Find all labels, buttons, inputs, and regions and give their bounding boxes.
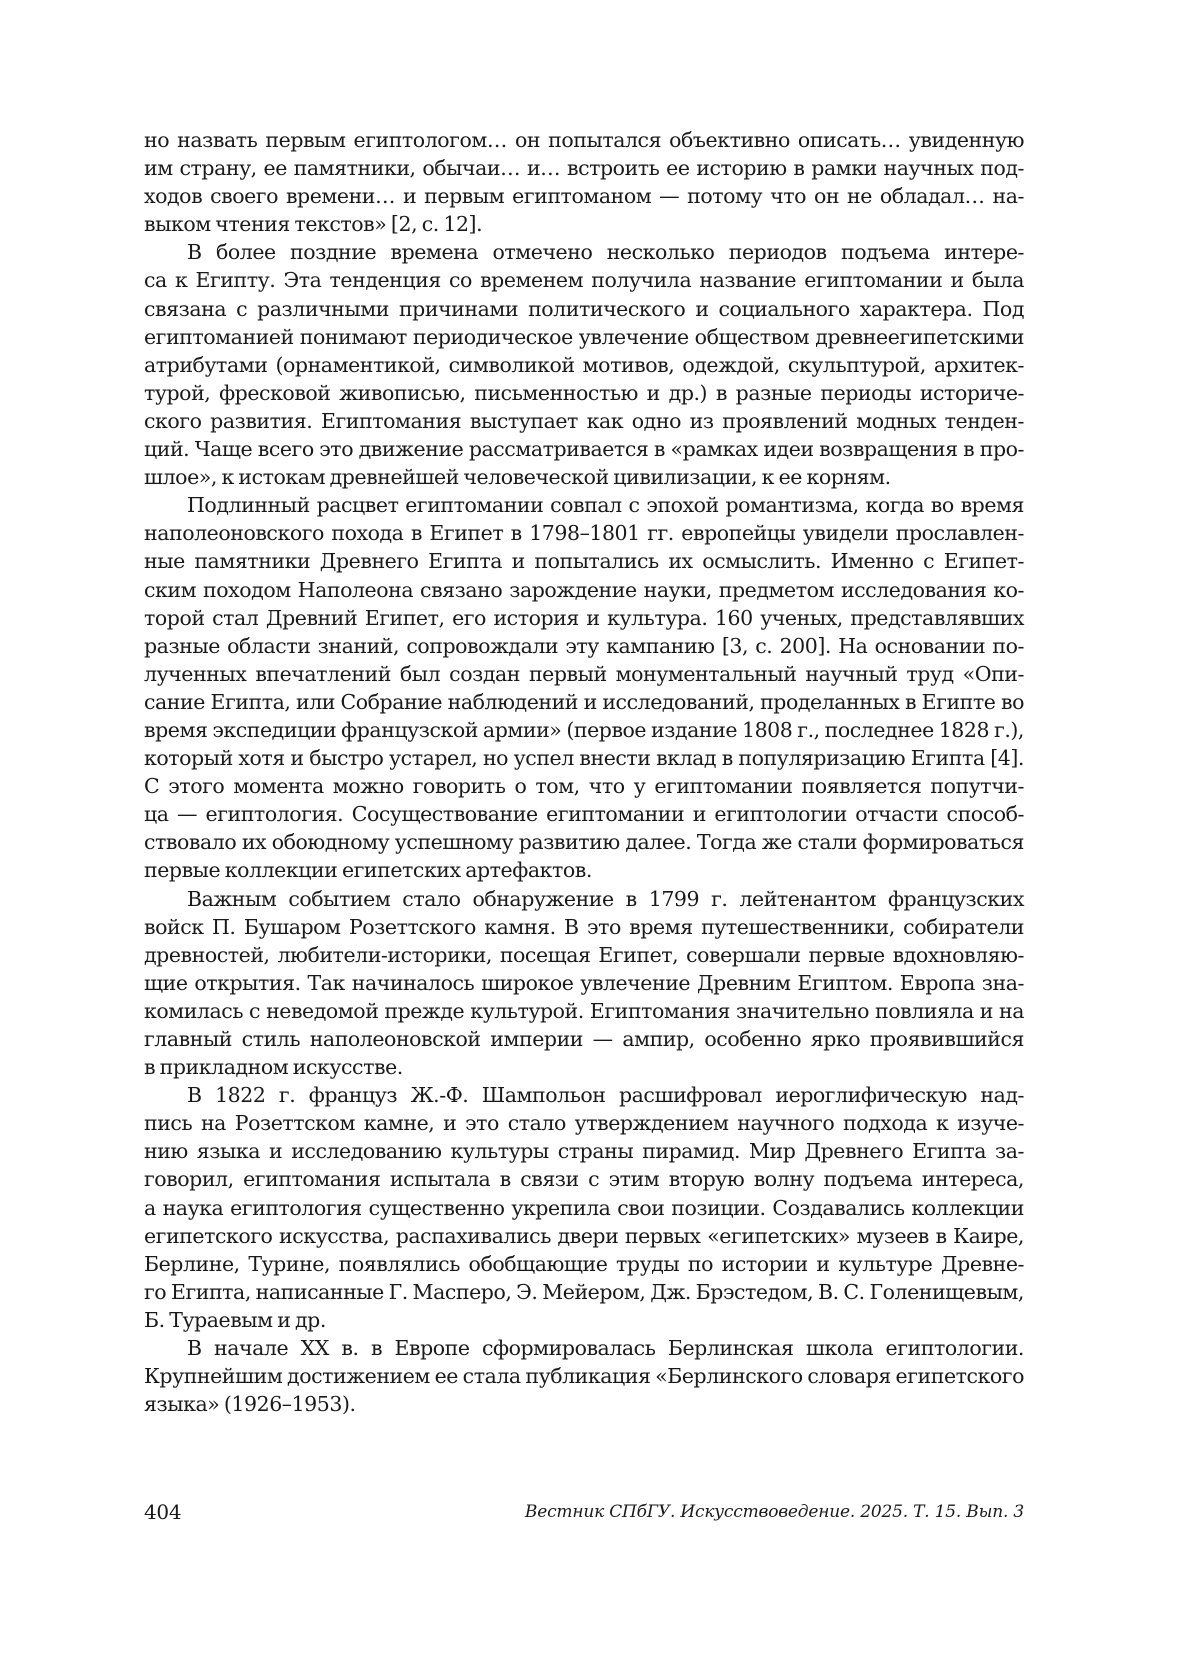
text-line: первые коллекции египетских артефактов. [144,858,592,883]
article-body [144,126,1024,1418]
paragraph-2 [144,238,1024,491]
text-line: шлое», к истокам древнейшей человеческой цивилизации, к ее корням. [144,465,891,490]
text-line: древностей, любители-историки, посещая Египет, совершали первые вдохновляю- [144,942,1024,967]
paragraph-3 [144,491,1024,884]
text-line: ные памятники Древнего Египта и попытались их осмыслить. Именно с Египет- [144,549,1024,574]
text-line: который хотя и быстро устарел, но успел внести вклад в популяризацию Египта [4]. [144,746,1024,771]
text-line: ходов своего времени… и первым египтоманом — потому что он не обладал… на- [144,184,1024,209]
text-line: са к Египту. Эта тенденция со временем получила название египтомании и была [144,268,1024,293]
text-line: разные области знаний, сопровождали эту кампанию [3, с. 200]. На основании по- [144,633,1024,658]
text-line: ца — египтология. Сосуществование египтомании и египтологии отчасти способ- [144,802,1024,827]
journal-citation: Вестник СПбГУ. Искусствоведение. 2025. Т. 15. Вып. 3 [524,1502,1024,1522]
text-line: Б. Тураевым и др. [144,1307,326,1332]
text-line: В начале XX в. в Европе сформировалась Берлинская школа египтологии. [187,1336,1024,1361]
text-line: египетского искусства, распахивались двери первых «египетских» музеев в Каире, [144,1223,1024,1248]
text-line: Подлинный расцвет египтомании совпал с эпохой романтизма, когда во время [187,493,1024,518]
paragraph-1 [144,126,1024,238]
page-footer [144,1500,1024,1530]
text-line: В более поздние времена отмечено несколько периодов подъема интере- [187,240,1024,265]
text-line: Крупнейшим достижением ее стала публикация «Берлинского словаря египетского [144,1364,1024,1389]
text-line: комилась с неведомой прежде культурой. Египтомания значительно повлияла и на [144,998,1024,1023]
text-line: ским походом Наполеона связано зарождение науки, предметом исследования ко- [144,577,1024,602]
text-line: а наука египтология существенно укрепила свои позиции. Создавались коллекции [144,1195,1024,1220]
text-line: связана с различными причинами политического и социального характера. Под [144,296,1024,321]
text-line: Берлине, Турине, появлялись обобщающие труды по истории и культуре Древне- [144,1251,1024,1276]
text-line: Важным событием стало обнаружение в 1799 г. лейтенантом французских [187,886,1024,911]
text-line: наполеоновского похода в Египет в 1798–1801 гг. европейцы увидели прославлен- [144,521,1024,546]
text-line: но назвать первым египтологом… он попытался объективно описать… увиденную [144,128,1024,152]
text-line: главный стиль наполеоновской империи — ампир, особенно ярко проявившийся [144,1027,1024,1051]
text-line: пись на Розеттском камне, и это стало утверждением научного подхода к изуче- [144,1111,1024,1136]
text-line: ствовало их обоюдному успешному развитию далее. Тогда же стали формироваться [144,830,1024,855]
text-line: говорил, египтомания испытала в связи с этим вторую волну подъема интереса, [144,1167,1024,1192]
text-line: атрибутами (орнаментикой, символикой мотивов, одеждой, скульптурой, архитек- [144,352,1024,377]
text-line: войск П. Бушаром Розеттского камня. В это время путешественники, собиратели [144,914,1024,939]
text-line: турой, фресковой живописью, письменностью и др.) в разные периоды историче- [144,380,1024,405]
text-line: в прикладном искусстве. [144,1055,403,1080]
text-line: щие открытия. Так начиналось широкое увлечение Древним Египтом. Европа зна- [144,970,1024,995]
paragraph-5 [144,1081,1024,1334]
paragraph-4 [144,885,1024,1082]
text-line: торой стал Древний Египет, его история и культура. 160 ученых, представлявших [144,605,1024,630]
text-line: ского развития. Египтомания выступает как одно из проявлений модных тенден- [144,408,1024,433]
page-number: 404 [144,1500,182,1524]
text-line: египтоманией понимают периодическое увлечение обществом древнеегипетскими [144,324,1024,349]
text-line: им страну, ее памятники, обычаи… и… встроить ее историю в рамки научных под- [144,156,1024,181]
text-line: выком чтения текстов» [2, с. 12]. [144,212,483,237]
text-line: языка» (1926–1953). [144,1392,356,1417]
text-line: В 1822 г. француз Ж.-Ф. Шампольон расшифровал иероглифическую над- [187,1083,1024,1108]
text-line: время экспедиции французской армии» (первое издание 1808 г., последнее 1828 г.), [144,717,1024,742]
text-line: нию языка и исследованию культуры страны пирамид. Мир Древнего Египта за- [144,1139,1024,1164]
text-line: сание Египта, или Собрание наблюдений и исследований, проделанных в Египте во [144,689,1024,714]
text-line: ций. Чаще всего это движение рассматривается в «рамках идеи возвращения в про- [144,437,1024,462]
text-line: С этого момента можно говорить о том, что у египтомании появляется попутчи- [144,774,1024,799]
paragraph-6 [144,1334,1024,1418]
text-line: лученных впечатлений был создан первый монументальный научный труд «Опи- [144,661,1024,686]
text-line: го Египта, написанные Г. Масперо, Э. Мейером, Дж. Брэстедом, В. С. Голенищевым, [144,1279,1024,1304]
